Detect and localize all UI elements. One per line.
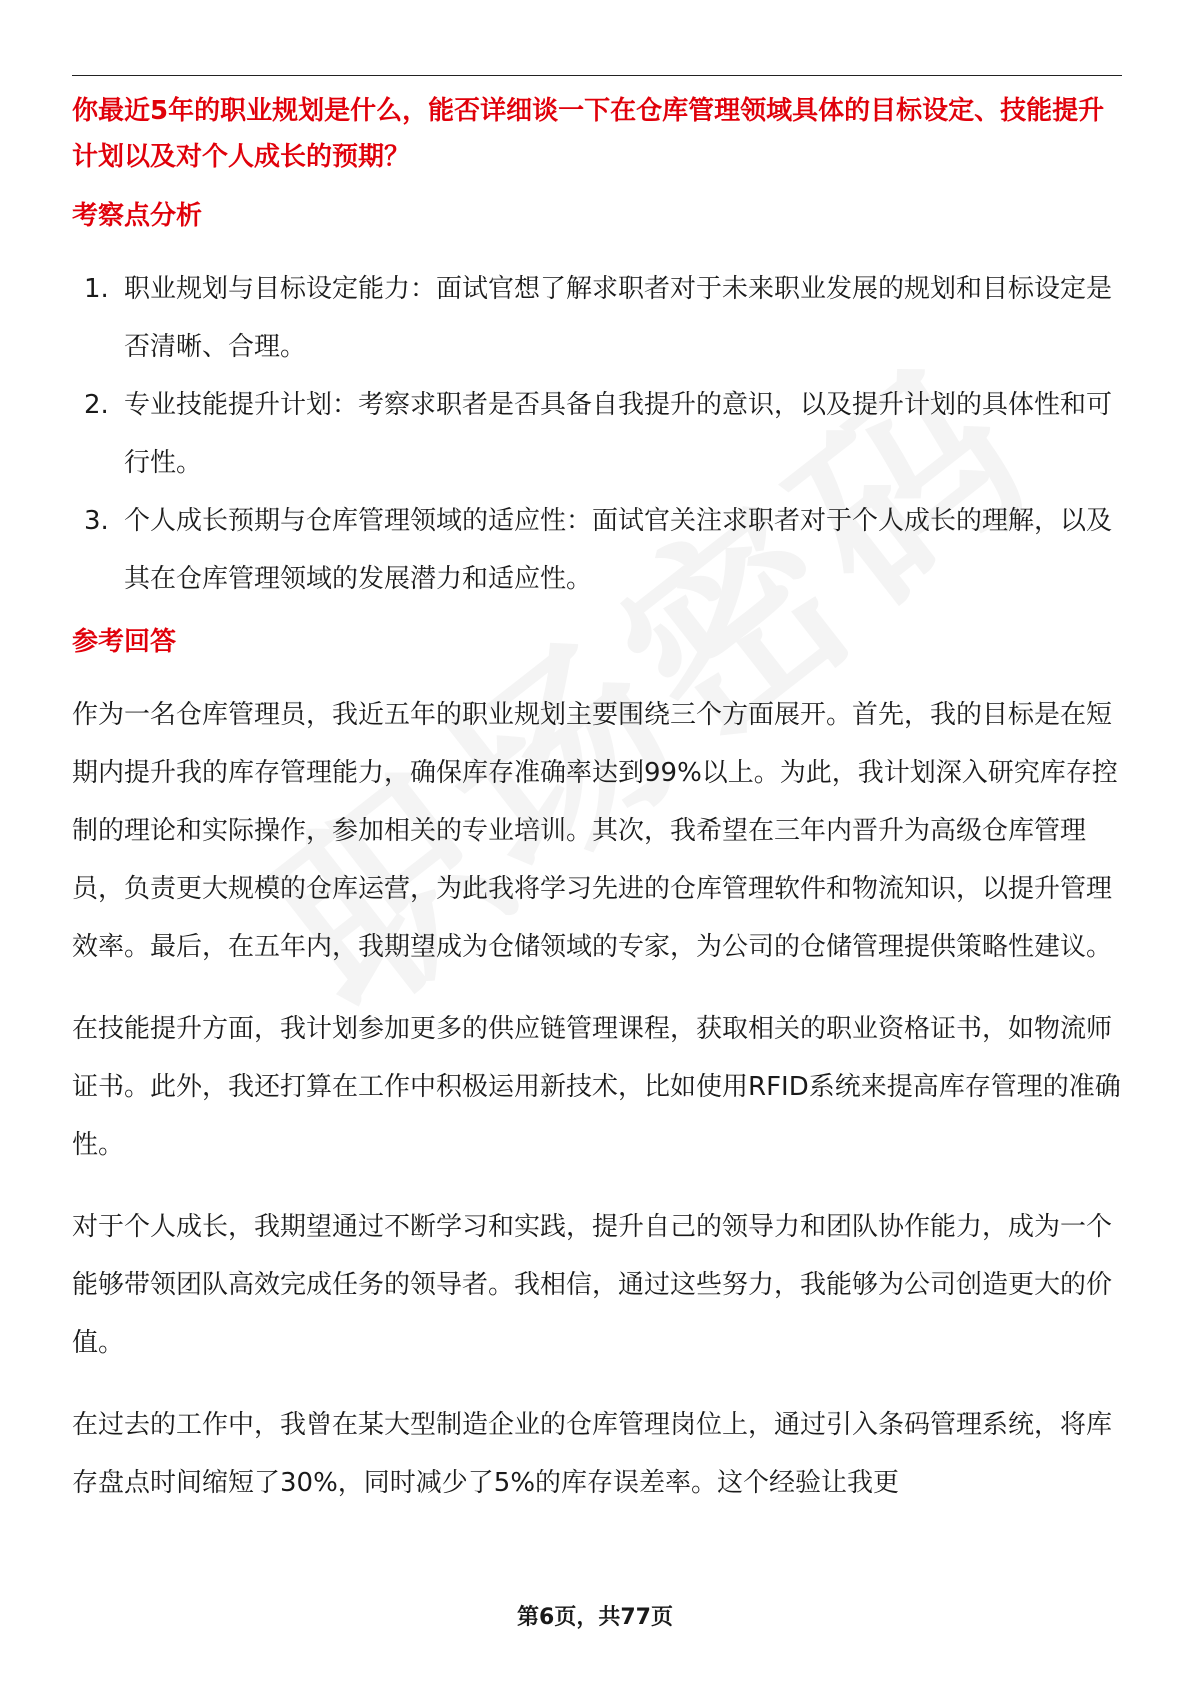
analysis-item-text: 个人成长预期与仓库管理领域的适应性：面试官关注求职者对于个人成长的理解，以及其在仓库管理领域的发展潜力和适应性。: [124, 506, 1113, 594]
analysis-item: [72, 492, 1122, 608]
top-divider: [72, 75, 1122, 76]
analysis-heading: 考察点分析: [72, 201, 203, 231]
analysis-item: [72, 260, 1122, 376]
answer-paragraph: 在技能提升方面，我计划参加更多的供应链管理课程，获取相关的职业资格证书，如物流师证书。此外，我还打算在工作中积极运用新技术，比如使用RFID系统来提高库存管理的准确性。: [72, 1014, 1121, 1160]
answer-paragraph: 作为一名仓库管理员，我近五年的职业规划主要围绕三个方面展开。首先，我的目标是在短期内提升我的库存管理能力，确保库存准确率达到99%以上。为此，我计划深入研究库存控制的理论和实际操作，参加相关的专业培训。其次，我希望在三年内晋升为高级仓库管理员，负责更大规模的仓库运营，为此我将学习先进的仓库管理软件和物流知识，以提升管理效率。最后，在五年内，我期望成为仓储领域的专家，为公司的仓储管理提供策略性建议。: [72, 700, 1118, 962]
answer-paragraph: 对于个人成长，我期望通过不断学习和实践，提升自己的领导力和团队协作能力，成为一个能够带领团队高效完成任务的领导者。我相信，通过这些努力，我能够为公司创造更大的价值。: [72, 1212, 1113, 1358]
page-number: 第6页，共77页: [517, 1605, 673, 1630]
answer-paragraph: 在过去的工作中，我曾在某大型制造企业的仓库管理岗位上，通过引入条码管理系统，将库存盘点时间缩短了30%，同时减少了5%的库存误差率。这个经验让我更: [72, 1410, 1113, 1498]
analysis-item-text: 职业规划与目标设定能力：面试官想了解求职者对于未来职业发展的规划和目标设定是否清晰、合理。: [124, 274, 1113, 362]
analysis-item: [72, 376, 1122, 492]
answer-heading: 参考回答: [72, 627, 177, 657]
analysis-item-text: 专业技能提升计划：考察求职者是否具备自我提升的意识，以及提升计划的具体性和可行性。: [124, 390, 1113, 478]
analysis-list: [72, 260, 1122, 608]
analysis-item-number: 1.: [84, 274, 109, 304]
interview-question: 你最近5年的职业规划是什么，能否详细谈一下在仓库管理领域具体的目标设定、技能提升计划以及对个人成长的预期？: [72, 96, 1105, 172]
analysis-item-number: 3.: [84, 506, 109, 536]
analysis-item-number: 2.: [84, 390, 109, 420]
document-body: [72, 88, 1122, 1512]
